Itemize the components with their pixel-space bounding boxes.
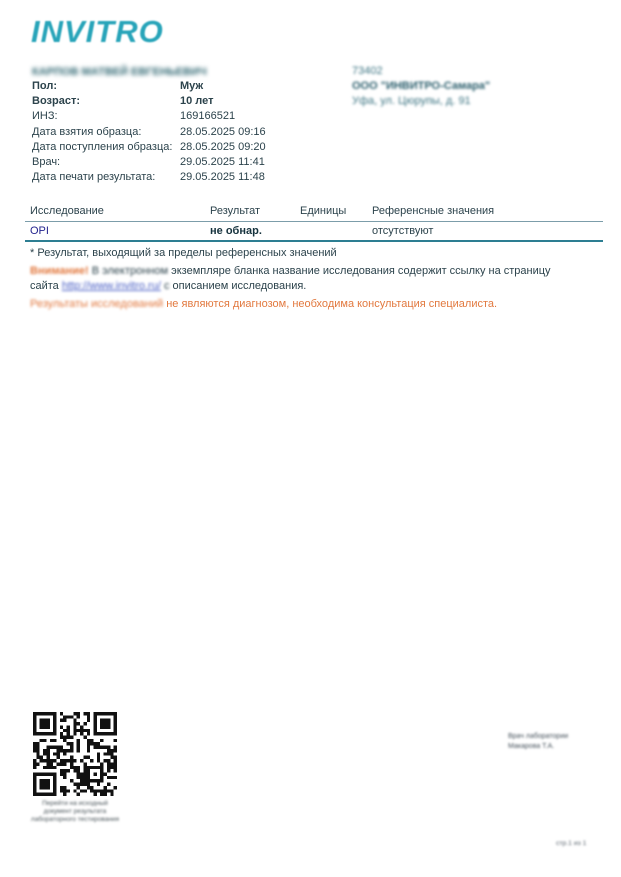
info-value: Муж (180, 80, 204, 92)
doctor-name: Макарова Т.А. (508, 742, 555, 750)
qr-caption-line: Перейти на исходный (42, 800, 108, 807)
test-reference: отсутствуют (372, 225, 434, 237)
qr-caption-line: документ результата (43, 808, 107, 815)
test-result: не обнар. (210, 225, 262, 237)
info-row-sample-received (32, 140, 266, 155)
attention-label: Внимание! (30, 265, 89, 277)
info-row-doctor (32, 155, 266, 170)
info-label: ИНЗ: (32, 110, 58, 123)
info-row-sex (32, 79, 266, 94)
info-row-sample-taken (32, 125, 266, 140)
col-header-result: Результат (210, 205, 261, 217)
attention-lead: В электронном (91, 265, 169, 277)
qr-caption-line: лабораторного тестирования (30, 816, 120, 823)
table-header-divider (25, 221, 603, 222)
info-row-inz (32, 109, 266, 124)
info-label: Возраст: (32, 95, 80, 108)
attention-after-url: с (163, 279, 170, 292)
info-row-age (32, 94, 266, 109)
info-label: Врач: (32, 156, 61, 169)
info-value: 29.05.2025 11:41 (180, 156, 265, 169)
info-value: 169166521 (180, 110, 236, 123)
invitro-logo: INVITRO (31, 14, 164, 49)
doctor-signature (508, 732, 568, 751)
disclaimer-paragraph (30, 298, 590, 310)
table-row (30, 225, 49, 237)
info-label: Дата поступления образца: (32, 140, 173, 153)
attention-paragraph (30, 264, 575, 293)
attention-tail: описанием исследования. (172, 279, 307, 292)
qr-code (33, 712, 117, 796)
clinic-name: ООО "ИНВИТРО-Самара" (352, 80, 491, 92)
page-number: стр.1 из 1 (556, 840, 587, 847)
attention-body: экземпляре бланка название исследования содержит ссылку на страницу сайта (30, 265, 551, 292)
col-header-test: Исследование (30, 205, 104, 217)
test-name-link[interactable]: OPI (30, 225, 49, 237)
info-value: 29.05.2025 11:48 (180, 171, 265, 184)
invitro-url-link[interactable]: http://www.invitro.ru/ (61, 279, 161, 292)
table-bottom-divider (25, 240, 603, 242)
clinic-code: 73402 (352, 65, 383, 77)
info-label: Дата взятия образца: (32, 125, 142, 138)
info-value: 28.05.2025 09:16 (180, 125, 266, 138)
clinic-address: Уфа, ул. Цюрупы, д. 91 (352, 95, 471, 107)
info-label: Дата печати результата: (32, 171, 156, 184)
info-label: Пол: (32, 80, 58, 92)
patient-name: КАРПОВ МАТВЕЙ ЕВГЕНЬЕВИЧ (32, 66, 207, 78)
doctor-role: Врач лаборатории (508, 733, 569, 740)
disclaimer-tail: не являются диагнозом, необходима консультация специалиста. (166, 298, 498, 310)
info-row-print-date (32, 170, 266, 185)
col-header-units: Единицы (300, 205, 347, 217)
clinic-block (352, 64, 490, 109)
qr-caption (20, 800, 130, 824)
patient-info-list (32, 79, 266, 185)
reference-footnote: * Результат, выходящий за пределы референсных значений (30, 247, 337, 259)
info-value: 28.05.2025 09:20 (180, 140, 266, 153)
info-value: 10 лет (180, 95, 214, 108)
disclaimer-lead: Результаты исследований (30, 298, 164, 310)
col-header-reference: Референсные значения (372, 205, 495, 217)
